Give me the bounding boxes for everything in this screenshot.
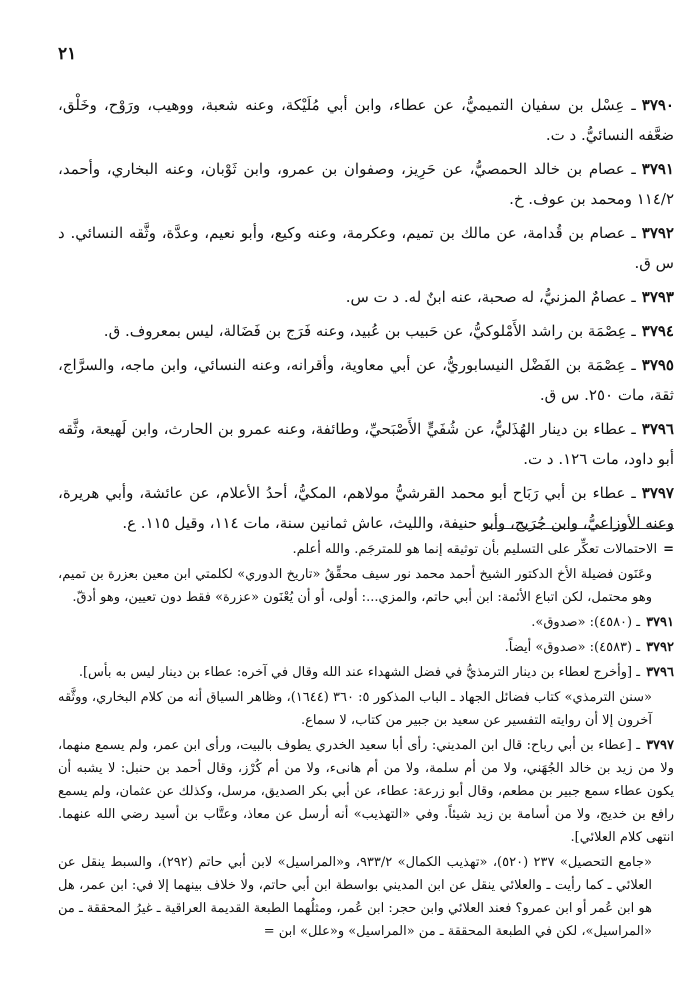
entry-text: ـ عطاء بن دينار الهُذَليُّ، عن شُفَيٍّ الأَصْبَحيِّ، وطائفة، وعنه عمرو بن الحارث، وابن لَهيعة، وثَّقه أبو داود، مات ١٢٦. د ت.: [58, 420, 674, 468]
entry-number: ٣٧٩٤: [641, 322, 674, 340]
entry-3794: [58, 316, 674, 346]
entry-3797: [58, 478, 674, 538]
footnote-paragraph: [58, 563, 674, 609]
footnote-paragraph: [58, 851, 674, 943]
footnote-number: ٣٧٩١: [646, 615, 674, 630]
entry-number: ٣٧٩٠: [641, 96, 674, 114]
footnote-3797: [58, 734, 674, 849]
entry-text: ـ عصام بن خالد الحمصيُّ، عن حَرِيز، وصفوان بن عمرو، وابن ثَوْبان، وعنه البخاري، وأحمد، ١١٤/٢ ومحمد بن عوف. خ.: [58, 160, 674, 208]
footnotes: [58, 538, 674, 945]
entry-3796: [58, 414, 674, 474]
footnote-divider: [484, 528, 674, 529]
entry-3790: [58, 90, 674, 150]
footnote-continuation: [58, 538, 674, 561]
footnote-number: ٣٧٩٧: [646, 738, 674, 753]
footnote-paragraph: [58, 686, 674, 732]
footnote-text: ـ (٤٥٨٠): «صدوق».: [531, 615, 641, 630]
entry-number: ٣٧٩٦: [641, 420, 674, 438]
entry-text: ـ عِصْمَة بن الفَضْل النيسابوريُّ، عن أبي معاوية، وأقرانه، وعنه النسائي، وابن ماجه، والسرَّاج، ثقة، مات ٢٥٠. س ق.: [58, 356, 674, 404]
entry-number: ٣٧٩٥: [641, 356, 674, 374]
footnote-marker: =: [663, 542, 674, 557]
footnote-3796: [58, 661, 674, 684]
entry-3792: [58, 218, 674, 278]
page-number: ٢١: [58, 44, 77, 64]
footnote-text: «جامع التحصيل» ٢٣٧ (٥٢٠)، «تهذيب الكمال» ٩٣٣/٢، و«المراسيل» لابن أبي حاتم (٢٩٢)، والسبط ينقل عن العلائي ـ كما رأيت ـ والعلائي ينقل عن ابن المديني بواسطة ابن أبي حاتم، ولا خلاف بينهما إلا في: ابن عمر، هل هو ابن عُمر أو ابن عمرو؟ فعند العلائي وابن حجر: ابن عُمر، ومثلُهما الطبعة القديمة العراقية ـ غيرُ المحققة ـ من «المراسيل»، لكن في الطبعة المحققة ـ من «المراسيل» و«علل» ابن =: [58, 855, 652, 939]
footnote-number: ٣٧٩٢: [646, 640, 674, 655]
entry-text: ـ عطاء بن أبي رَبَاح أبو محمد القرشيُّ مولاهم، المكيُّ، أحدُ الأعلام، عن عائشة، وأبي هريرة، وعنه الأوزاعيُّ، وابن جُرَيج، وأبو حنيفة، والليث، عاش ثمانين سنة، مات ١١٤، وقيل ١١٥. ع.: [58, 484, 674, 532]
footnote-text: الاحتمالات تعكِّر على التسليم بأن توثيقه إنما هو للمترجَم. والله أعلم.: [292, 542, 658, 557]
footnote-text: ـ [عطاء بن أبي رباح: قال ابن المديني: رأى أبا سعيد الخدري يطوف بالبيت، ورأى ابن عمر، ولم يسمع منهما، ولا من زيد بن خالد الجُهَني، ولا من أم سلمة، ولا من أم هانىء، ولا من أم كُرْز، وقال أحمد بن حنبل: لا يشبه أن يكون عطاء سمع جبير بن مطعم، وقال أبو زرعة: عطاء، عن أبي بكر الصديق، مرسل، وكذلك عن عثمان، ولم يسمع رافع بن خديج، ولا من أسامة بن زيد شيئاً. وفي «التهذيب» أنه أرسل عن معاذ، وعتَّاب بن أسيد رضي الله عنهما. انتهى كلام العلائي].: [58, 738, 674, 845]
footnote-number: ٣٧٩٦: [646, 665, 674, 680]
entry-text: ـ عِسْل بن سفيان التميميُّ، عن عطاء، وابن أبي مُلَيْكة، وعنه شعبة، ووهيب، ورَوْح، وخَلْق، ضعَّفه النسائيُّ. د ت.: [58, 96, 674, 144]
entry-text: ـ عصام بن قُدامة، عن مالك بن تميم، وعكرمة، وعنه وكيع، وأبو نعيم، وعدَّة، وثَّقه النسائي. د س ق.: [58, 224, 674, 272]
footnote-3791: [58, 611, 674, 634]
entry-number: ٣٧٩١: [641, 160, 674, 178]
entry-3791: [58, 154, 674, 214]
entry-number: ٣٧٩٣: [641, 288, 674, 306]
footnote-text: ـ [وأخرج لعطاء بن دينار الترمذيُّ في فضل الشهداء عند الله وقال في آخره: عطاء بن دينار ليس به بأس].: [78, 665, 641, 680]
entry-number: ٣٧٩٧: [641, 484, 674, 502]
footnote-text: ـ (٤٥٨٣): «صدوق» أيضاً.: [504, 640, 641, 655]
entry-3793: [58, 282, 674, 312]
entry-number: ٣٧٩٢: [641, 224, 674, 242]
footnote-3792: [58, 636, 674, 659]
footnote-text: «سنن الترمذي» كتاب فضائل الجهاد ـ الباب المذكور ٥: ٣٦٠ (١٦٤٤)، وظاهر السياق أنه من كلام البخاري، ووثَّقه آخرون إلا أن روايته التفسير عن سعيد بن جبير من كتاب، لا سماع.: [58, 690, 652, 728]
footnote-text: وعَنَون فضيلة الأخ الدكتور الشيخ أحمد محمد نور سيف محقِّقُ «تاريخ الدوري» لكلمتي ابن معين بعزرة بن تميم، وهو محتمل، لكن اتباع الأئمة: ابن أبي حاتم، والمزي...: أولى، أو أن يُعْنَون «عزرة» فقط دون تعيين، وهو أدقّ.: [58, 567, 652, 605]
entry-text: ـ عصامٌ المزنيُّ، له صحبة، عنه ابنٌ له. د ت س.: [345, 288, 636, 306]
entry-3795: [58, 350, 674, 410]
biography-entries: [58, 90, 674, 542]
document-page: [58, 0, 674, 990]
entry-text: ـ عِصْمَة بن راشد الأَمْلوكيُّ، عن حَبيب بن عُبيد، وعنه فَرَج بن فَضَالة، ليس بمعروف. ق.: [103, 322, 636, 340]
